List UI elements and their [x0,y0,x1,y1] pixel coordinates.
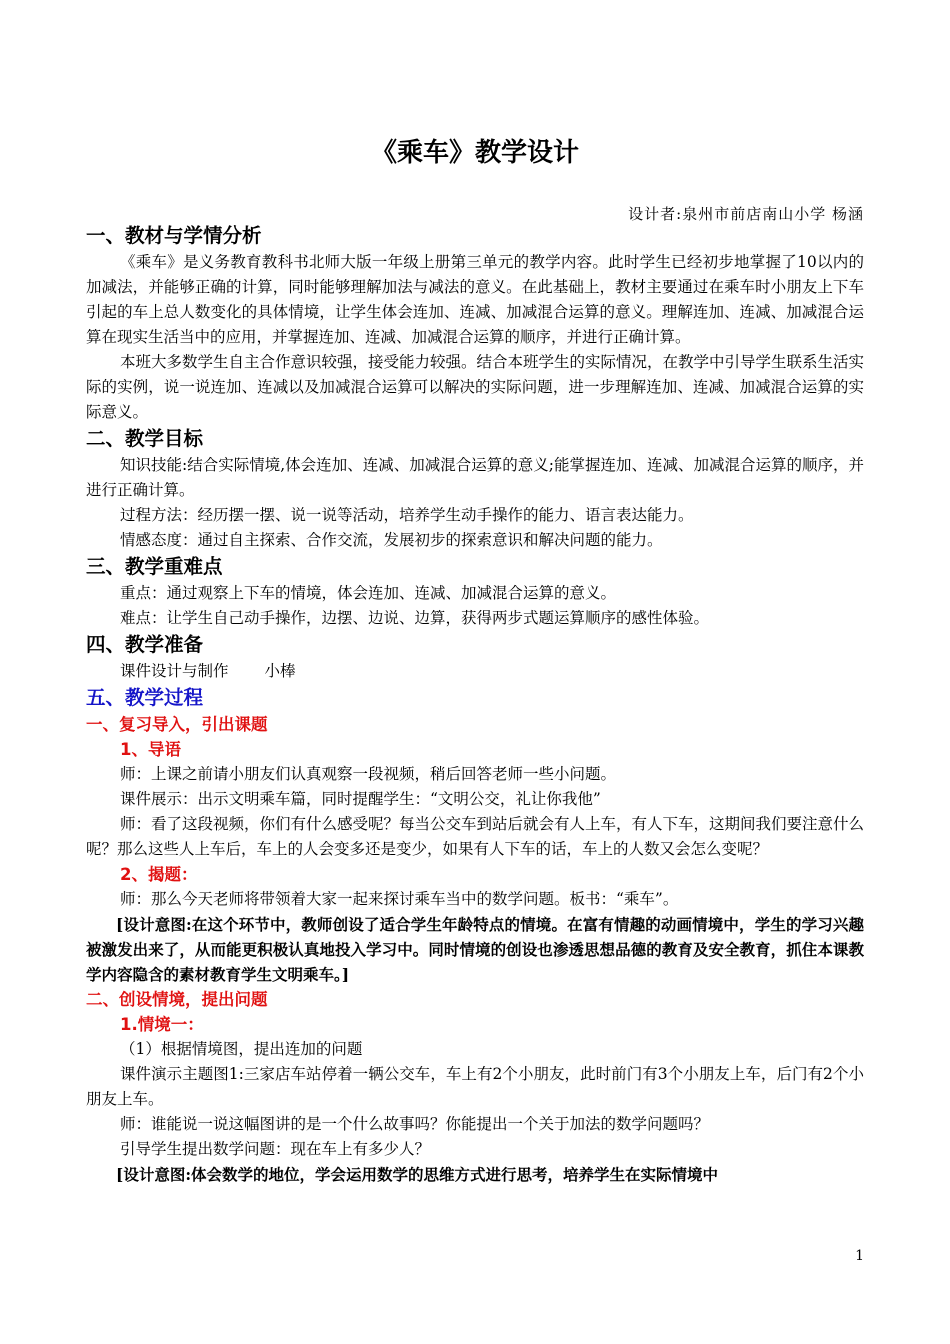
paragraph: 师：上课之前请小朋友们认真观察一段视频，稍后回答老师一些小问题。 [120,765,617,783]
paragraph: 过程方法：经历摆一摆、说一说等活动，培养学生动手操作的能力、语言表达能力。 [120,506,694,524]
section-heading-preparation: 四、教学准备 [86,633,204,656]
design-intent-note: [设计意图:在这个环节中，教师创设了适合学生年龄特点的情境。在富有情趣的动画情境中，学生的学习兴趣被激发出来了，从而能更积极认真地投入学习中。同时情境的创设也渗透思想品德的教育及安全教育，抓住本课教学内容隐含的素材教育学生文明乘车。] [86,915,864,984]
page-number: 1 [855,1248,864,1264]
document-body [86,222,864,1187]
paragraph: 情感态度：通过自主探索、合作交流，发展初步的探索意识和解决问题的能力。 [120,531,663,549]
design-intent-note: [设计意图:体会数学的地位，学会运用数学的思维方式进行思考，培养学生在实际情境中 [116,1165,719,1184]
paragraph: 知识技能:结合实际情境,体会连加、连减、加减混合运算的意义;能掌握连加、连减、加减混合运算的顺序，并进行正确计算。 [86,456,864,499]
paragraph: 师：看了这段视频，你们有什么感受呢？每当公交车到站后就会有人上车，有人下车，这期间我们要注意什么呢？那么这些人上车后，车上的人会变多还是变少，如果有人下车的话，车上的人数又会怎么变呢？ [86,815,865,858]
subsection-heading: 一、复习导入，引出课题 [86,715,268,734]
paragraph: 引导学生提出数学问题：现在车上有多少人？ [120,1140,431,1158]
document-title: 《乘车》教学设计 [370,138,579,168]
paragraph: 课件演示主题图1:三家店车站停着一辆公交车，车上有2个小朋友，此时前门有3个小朋友上车，后门有2个小朋友上车。 [86,1065,864,1108]
paragraph: 《乘车》是义务教育教科书北师大版一年级上册第三单元的教学内容。此时学生已经初步地掌握了10以内的加减法，并能够正确的计算，同时能够理解加法与减法的意义。在此基础上，教材主要通过在乘车时小朋友上下车引起的车上总人数变化的具体情境，让学生体会连加、连减、加减混合运算的意义。理解连加、连减、加减混合运算在现实生活当中的应用，并掌握连加、连减、加减混合运算的顺序，并进行正确计算。 [86,253,864,346]
paragraph: 课件展示：出示文明乘车篇，同时提醒学生：“文明公交，礼让你我他” [120,790,601,808]
paragraph: 难点：让学生自己动手操作，边摆、边说、边算，获得两步式题运算顺序的感性体验。 [120,609,710,627]
section-heading-process: 五、教学过程 [86,686,204,709]
paragraph: 本班大多数学生自主合作意识较强，接受能力较强。结合本班学生的实际情况，在教学中引导学生联系生活实际的实例，说一说连加、连减以及加减混合运算可以解决的实际问题，进一步理解连加、连减、加减混合运算的实际意义。 [86,353,865,421]
sub-subsection-heading: 2、揭题： [120,865,198,884]
paragraph: 师：谁能说一说这幅图讲的是一个什么故事吗？你能提出一个关于加法的数学问题吗？ [120,1115,710,1133]
paragraph: 师：那么今天老师将带领着大家一起来探讨乘车当中的数学问题。板书：“乘车”。 [120,890,679,908]
section-heading-objectives: 二、教学目标 [86,427,204,450]
paragraph: （1）根据情境图，提出连加的问题 [120,1040,363,1058]
author-line: 设计者:泉州市前店南山小学 杨涵 [628,205,864,223]
sub-subsection-heading: 1.情境一： [120,1015,204,1034]
preparation-items [86,659,864,684]
preparation-item: 小棒 [264,662,296,680]
section-heading-key-points: 三、教学重难点 [86,555,223,578]
sub-subsection-heading: 1、导语 [120,740,181,759]
subsection-heading: 二、创设情境，提出问题 [86,990,268,1009]
section-heading-materials: 一、教材与学情分析 [86,224,262,247]
paragraph: 重点：通过观察上下车的情境，体会连加、连减、加减混合运算的意义。 [120,584,617,602]
preparation-item: 课件设计与制作 [120,662,229,680]
